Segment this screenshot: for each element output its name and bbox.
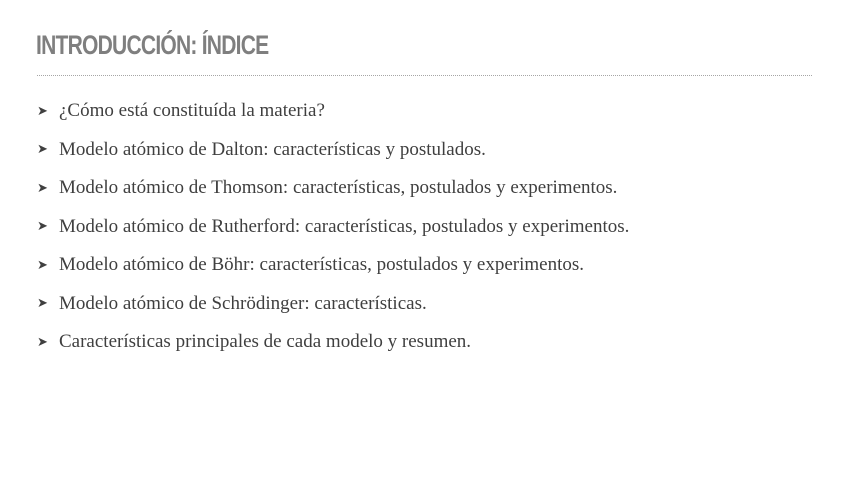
list-item xyxy=(37,246,629,285)
bullet-text: Modelo atómico de Thomson: características, postulados y experimentos. xyxy=(59,177,618,199)
list-item xyxy=(37,169,629,208)
list-item xyxy=(37,92,629,131)
bullet-text: Modelo atómico de Rutherford: características, postulados y experimentos. xyxy=(59,215,630,237)
arrowhead-icon: ➤ xyxy=(37,257,48,273)
bullet-list xyxy=(37,92,629,362)
bullet-text: Modelo atómico de Böhr: características, postulados y experimentos. xyxy=(59,254,584,276)
list-item xyxy=(37,285,629,324)
list-item xyxy=(37,131,629,170)
arrowhead-icon: ➤ xyxy=(37,142,48,158)
bullet-text: Características principales de cada modelo y resumen. xyxy=(59,331,472,353)
bullet-text: ¿Cómo está constituída la materia? xyxy=(59,100,325,122)
arrowhead-icon: ➤ xyxy=(37,103,48,119)
list-item xyxy=(37,323,629,362)
bullet-text: Modelo atómico de Dalton: características y postulados. xyxy=(59,138,486,160)
slide-title: INTRODUCCIÓN: ÍNDICE xyxy=(36,30,269,60)
title-divider xyxy=(37,75,812,76)
arrowhead-icon: ➤ xyxy=(37,296,48,312)
arrowhead-icon: ➤ xyxy=(37,180,48,196)
list-item xyxy=(37,208,629,247)
arrowhead-icon: ➤ xyxy=(37,334,48,350)
arrowhead-icon: ➤ xyxy=(37,219,48,235)
bullet-text: Modelo atómico de Schrödinger: características. xyxy=(59,292,427,314)
